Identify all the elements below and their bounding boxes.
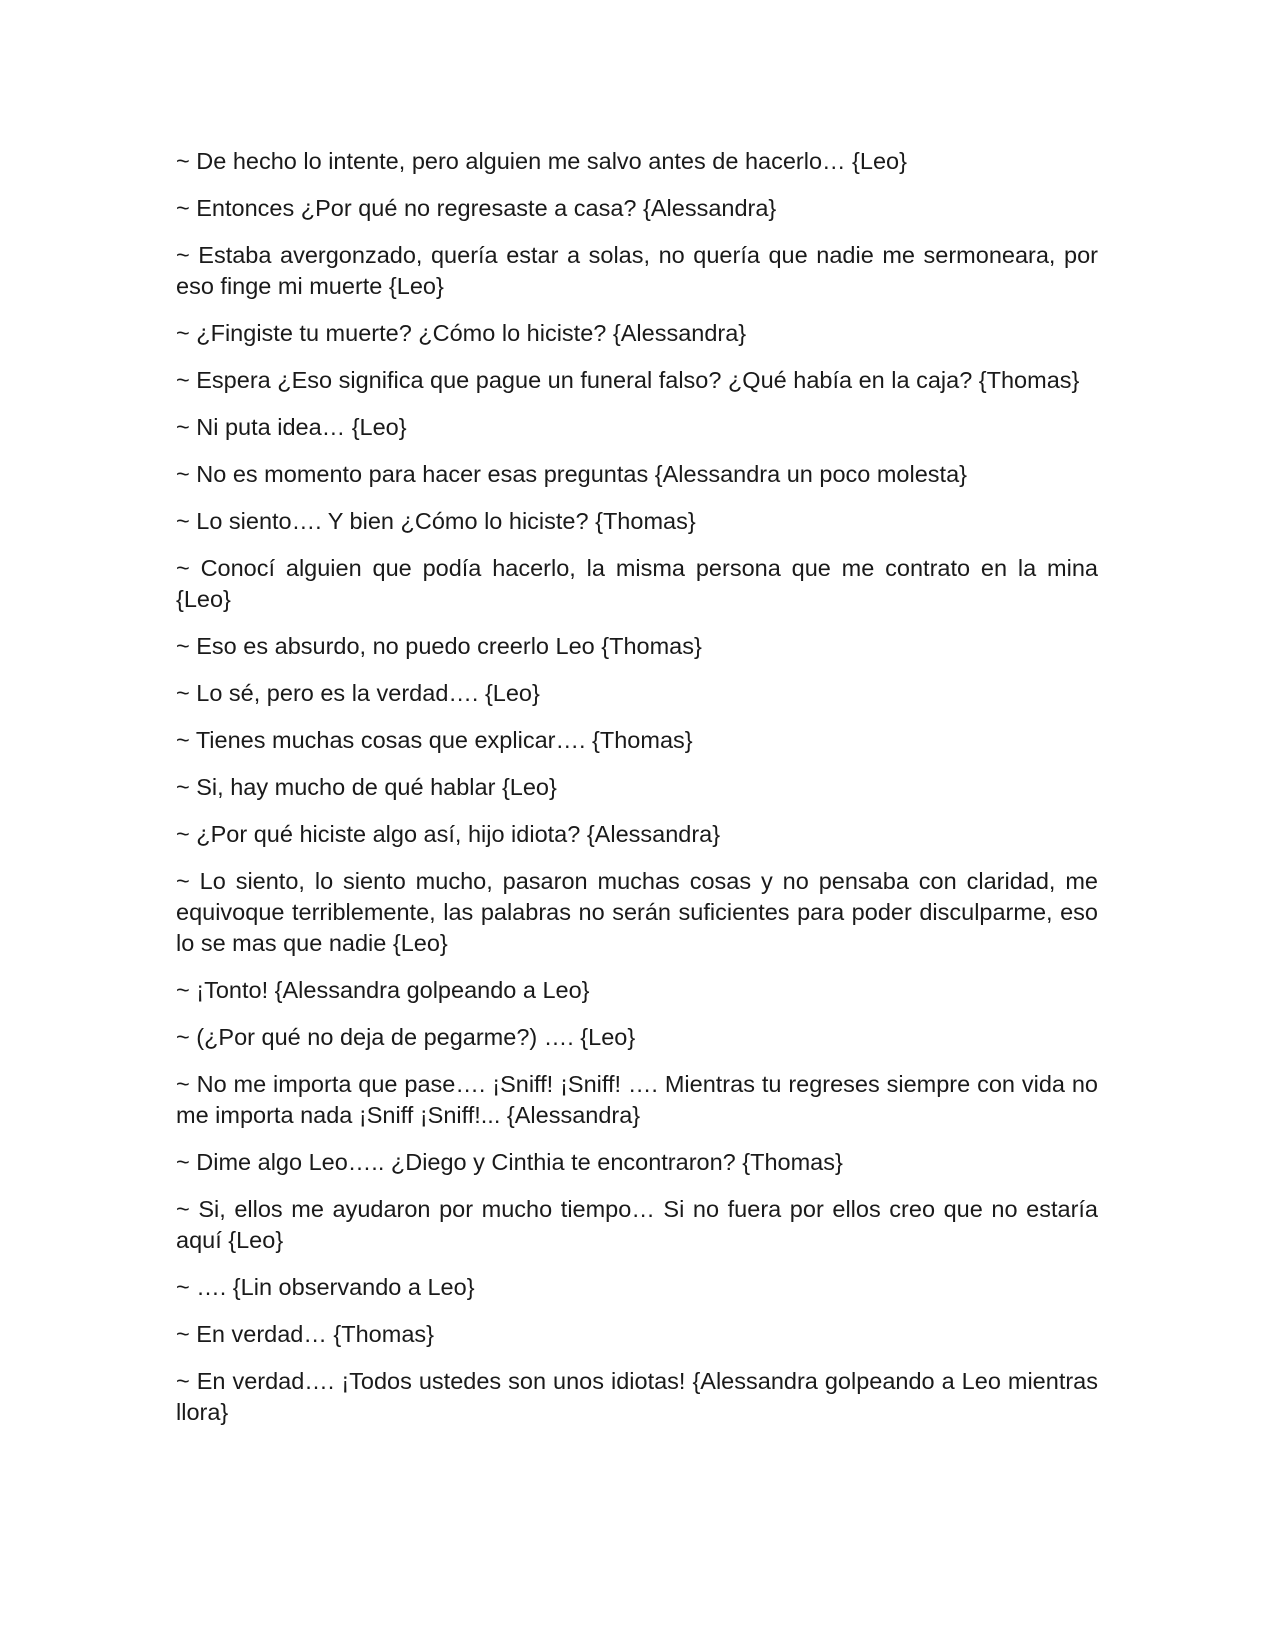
- dialogue-line: ~ Lo siento, lo siento mucho, pasaron muchas cosas y no pensaba con claridad, me equivoque terriblemente, las palabras no serán suficientes para poder disculparme, eso lo se mas que nadie {Leo}: [176, 868, 1098, 956]
- dialogue-text: [176, 146, 1098, 1444]
- dialogue-line: ~ Entonces ¿Por qué no regresaste a casa? {Alessandra}: [176, 195, 777, 221]
- dialogue-line: ~ Ni puta idea… {Leo}: [176, 414, 407, 440]
- dialogue-line: ~ Estaba avergonzado, quería estar a solas, no quería que nadie me sermoneara, por eso finge mi muerte {Leo}: [176, 242, 1098, 299]
- dialogue-line: ~ No es momento para hacer esas preguntas {Alessandra un poco molesta}: [176, 461, 967, 487]
- dialogue-line: ~ Lo sé, pero es la verdad…. {Leo}: [176, 680, 540, 706]
- dialogue-line: ~ (¿Por qué no deja de pegarme?) …. {Leo}: [176, 1024, 636, 1050]
- dialogue-line: ~ En verdad… {Thomas}: [176, 1321, 434, 1347]
- dialogue-line: ~ ¿Por qué hiciste algo así, hijo idiota? {Alessandra}: [176, 821, 721, 847]
- dialogue-line: ~ Eso es absurdo, no puedo creerlo Leo {Thomas}: [176, 633, 702, 659]
- dialogue-line: ~ ¡Tonto! {Alessandra golpeando a Leo}: [176, 977, 590, 1003]
- dialogue-line: ~ ¿Fingiste tu muerte? ¿Cómo lo hiciste? {Alessandra}: [176, 320, 747, 346]
- dialogue-line: ~ Si, hay mucho de qué hablar {Leo}: [176, 774, 557, 800]
- dialogue-line: ~ …. {Lin observando a Leo}: [176, 1274, 475, 1300]
- dialogue-line: ~ En verdad…. ¡Todos ustedes son unos idiotas! {Alessandra golpeando a Leo mientras llora}: [176, 1368, 1098, 1425]
- dialogue-line: ~ Tienes muchas cosas que explicar…. {Thomas}: [176, 727, 693, 753]
- dialogue-line: ~ No me importa que pase…. ¡Sniff! ¡Sniff! …. Mientras tu regreses siempre con vida no me importa nada ¡Sniff ¡Sniff!... {Alessandra}: [176, 1071, 1098, 1128]
- dialogue-line: ~ Si, ellos me ayudaron por mucho tiempo… Si no fuera por ellos creo que no estaría aquí {Leo}: [176, 1196, 1098, 1253]
- dialogue-line: ~ Dime algo Leo….. ¿Diego y Cinthia te encontraron? {Thomas}: [176, 1149, 843, 1175]
- dialogue-line: ~ Lo siento…. Y bien ¿Cómo lo hiciste? {Thomas}: [176, 508, 696, 534]
- dialogue-line: ~ Espera ¿Eso significa que pague un funeral falso? ¿Qué había en la caja? {Thomas}: [176, 367, 1080, 393]
- dialogue-line: ~ Conocí alguien que podía hacerlo, la misma persona que me contrato en la mina {Leo}: [176, 555, 1098, 612]
- dialogue-line: ~ De hecho lo intente, pero alguien me salvo antes de hacerlo… {Leo}: [176, 148, 907, 174]
